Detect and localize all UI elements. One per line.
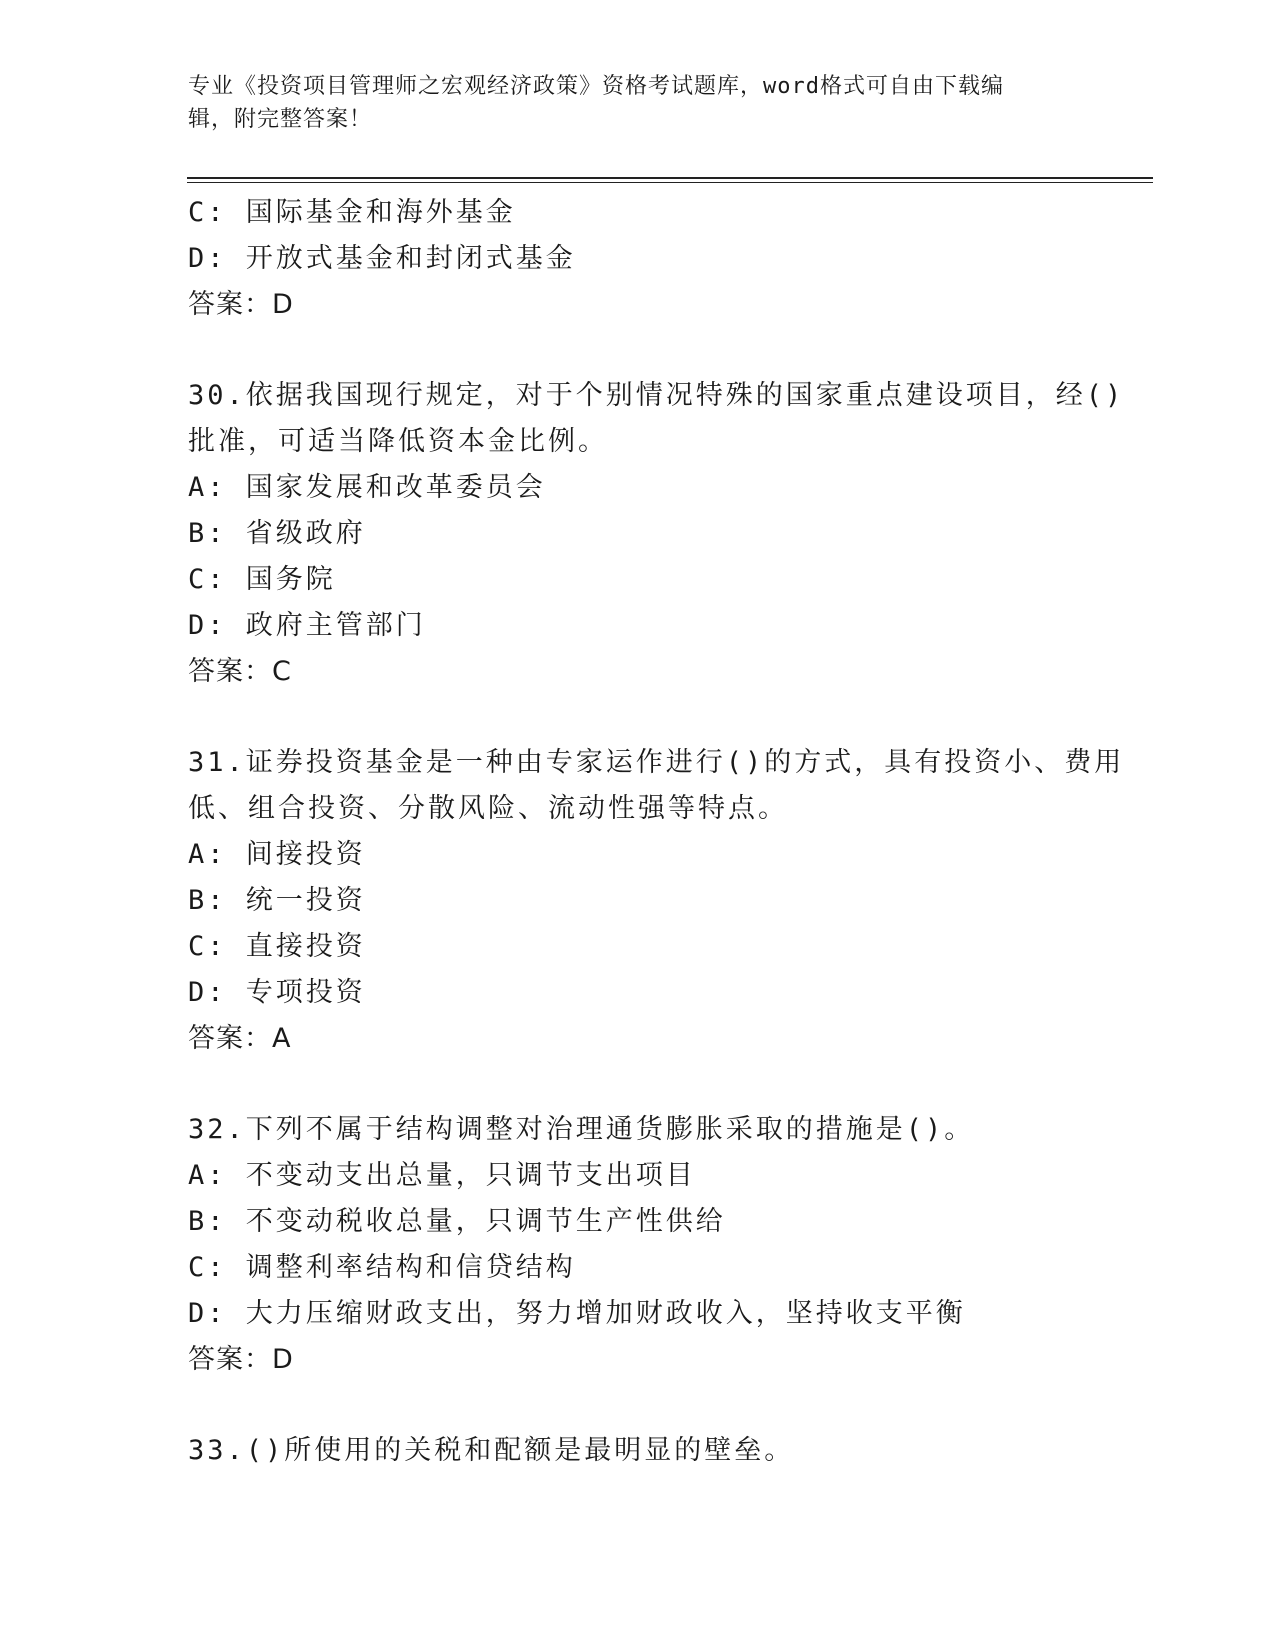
option-text: 国家发展和改革委员会 [245, 472, 546, 503]
option-text: 直接投资 [245, 931, 366, 962]
question-stem-line: 32.下列不属于结构调整对治理通货膨胀采取的措施是()。 [188, 1114, 975, 1145]
option-text: 调整利率结构和信贷结构 [245, 1252, 576, 1283]
prev-question-block [188, 190, 1138, 328]
option-text: 开放式基金和封闭式基金 [245, 243, 576, 274]
header-title-line-2: 辑，附完整答案！ [188, 107, 373, 132]
option-label: D: [188, 243, 227, 274]
question-content [188, 190, 1138, 1474]
option-label: A: [188, 839, 227, 870]
option-label: D: [188, 610, 227, 641]
question-stem-line: 30.依据我国现行规定，对于个别情况特殊的国家重点建设项目，经() [188, 380, 1125, 411]
header-rule-thin [187, 182, 1153, 183]
question-33 [188, 1428, 1138, 1474]
option-label: B: [188, 885, 227, 916]
option-c [188, 557, 1138, 603]
question-32 [188, 1107, 1138, 1383]
option-label: C: [188, 564, 227, 595]
option-text: 省级政府 [245, 518, 366, 549]
document-header [188, 70, 1068, 136]
option-text: 统一投资 [245, 885, 366, 916]
option-d [188, 603, 1138, 649]
option-text: 国际基金和海外基金 [245, 197, 516, 228]
option-d [188, 1291, 1138, 1337]
option-b [188, 1199, 1138, 1245]
option-b [188, 511, 1138, 557]
answer-line: 答案：D [188, 289, 294, 320]
question-stem-line: 33.()所使用的关税和配额是最明显的壁垒。 [188, 1435, 795, 1466]
option-c [188, 1245, 1138, 1291]
option-text: 专项投资 [245, 977, 366, 1008]
option-a [188, 465, 1138, 511]
option-a [188, 1153, 1138, 1199]
option-label: A: [188, 1160, 227, 1191]
option-text: 政府主管部门 [245, 610, 426, 641]
option-text: 不变动税收总量，只调节生产性供给 [245, 1206, 726, 1237]
option-text: 国务院 [245, 564, 336, 595]
option-label: C: [188, 1252, 227, 1283]
option-label: D: [188, 1298, 227, 1329]
question-stem-line: 批准，可适当降低资本金比例。 [188, 426, 608, 457]
answer-line: 答案：D [188, 1344, 294, 1375]
option-text: 不变动支出总量，只调节支出项目 [245, 1160, 696, 1191]
option-label: C: [188, 931, 227, 962]
question-stem-line: 31.证券投资基金是一种由专家运作进行()的方式，具有投资小、费用 [188, 747, 1125, 778]
option-text: 间接投资 [245, 839, 366, 870]
header-title-line-1: 专业《投资项目管理师之宏观经济政策》资格考试题库，word格式可自由下载编 [188, 74, 1004, 99]
option-label: C: [188, 197, 227, 228]
option-d [188, 236, 1138, 282]
option-text: 大力压缩财政支出，努力增加财政收入，坚持收支平衡 [245, 1298, 966, 1329]
option-d [188, 970, 1138, 1016]
option-a [188, 832, 1138, 878]
question-31 [188, 740, 1138, 1062]
answer-line: 答案：C [188, 656, 292, 687]
option-c [188, 190, 1138, 236]
question-stem-line: 低、组合投资、分散风险、流动性强等特点。 [188, 793, 788, 824]
option-label: A: [188, 472, 227, 503]
header-rule-thick [187, 177, 1153, 179]
option-label: D: [188, 977, 227, 1008]
answer-line: 答案：A [188, 1023, 292, 1054]
option-b [188, 878, 1138, 924]
question-30 [188, 373, 1138, 695]
option-label: B: [188, 518, 227, 549]
option-c [188, 924, 1138, 970]
option-label: B: [188, 1206, 227, 1237]
